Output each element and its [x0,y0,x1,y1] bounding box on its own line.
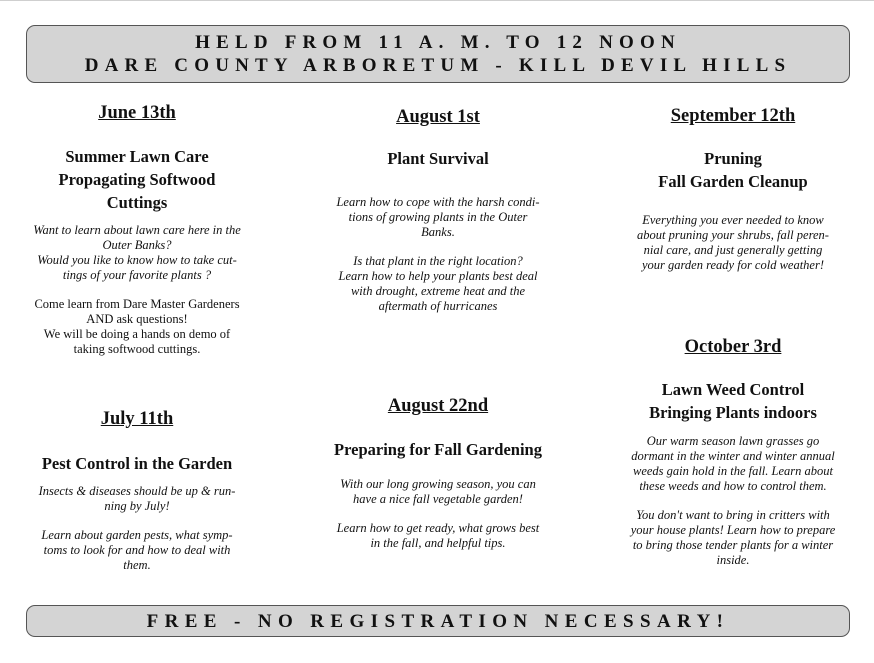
footer-banner [26,605,850,637]
description-line: in the fall, and helpful tips. [370,536,506,550]
session-date: September 12th [670,106,796,126]
session-topic: Bringing Plants indoors [649,403,817,422]
session-topic: Lawn Weed Control [661,380,805,399]
description-line: these weeds and how to control them. [639,479,827,493]
description-line: Banks. [421,225,455,239]
description-line: weeds gain hold in the fall. Learn about [633,464,833,478]
session-topic: Cuttings [106,193,168,212]
description-line: AND ask questions! [86,312,188,326]
session-topic: Summer Lawn Care [65,147,209,166]
description-line: toms to look for and how to deal with [43,543,231,557]
session-date: July 11th [100,409,174,429]
session-august-1 [310,106,566,314]
session-june-13 [14,102,260,357]
description-line: them. [123,558,151,572]
description-line: Insects & diseases should be up & run- [38,484,236,498]
top-rule [0,0,874,1]
description-line: with drought, extreme heat and the [350,284,526,298]
footer-text: FREE - NO REGISTRATION NECESSARY! [146,611,730,632]
description-line: your house plants! Learn how to prepare [630,523,836,537]
description-line: nial care, and just generally getting [643,243,823,257]
description-line: Want to learn about lawn care here in the [33,223,241,237]
session-topic: Pruning [704,149,762,168]
description-line: Come learn from Dare Master Gardeners [34,297,240,311]
description-line: have a nice fall vegetable garden! [353,492,523,506]
description-line: You don't want to bring in critters with [636,508,830,522]
session-october-3 [605,336,861,568]
description-line: aftermath of hurricanes [378,299,498,313]
description-line: dormant in the winter and winter annual [631,449,835,463]
description-line: tings of your favorite plants ? [62,268,212,282]
description-line: about pruning your shrubs, fall peren- [637,228,829,242]
session-september-12 [605,105,861,273]
session-topic: Propagating Softwood [58,170,216,189]
session-date: August 22nd [387,396,489,416]
session-topic: Preparing for Fall Gardening [334,440,542,459]
description-line: Learn how to help your plants best deal [338,269,538,283]
session-topic: Fall Garden Cleanup [658,172,808,191]
description-line: We will be doing a hands on demo of [43,327,231,341]
description-line: taking softwood cuttings. [73,342,201,356]
header-time: HELD FROM 11 A. M. TO 12 NOON [195,32,681,53]
description-line: Learn how to get ready, what grows best [336,521,540,535]
description-line: to bring those tender plants for a winter [632,538,834,552]
description-line: Learn about garden pests, what symp- [41,528,233,542]
session-august-22 [310,395,566,551]
session-topic: Plant Survival [387,149,489,168]
description-line: inside. [716,553,750,567]
description-line: Learn how to cope with the harsh condi- [336,195,540,209]
session-date: August 1st [396,107,480,127]
description-line: Outer Banks? [102,238,172,252]
description-line: With our long growing season, you can [340,477,536,491]
session-date: June 13th [98,103,176,123]
description-line: Would you like to know how to take cut- [37,253,237,267]
description-line: your garden ready for cold weather! [641,258,825,272]
description-line: ning by July! [104,499,170,513]
description-line: Our warm season lawn grasses go [646,434,820,448]
session-topic: Pest Control in the Garden [41,454,233,473]
session-date: October 3rd [684,337,782,357]
header-banner [26,25,850,83]
description-line: tions of growing plants in the Outer [348,210,528,224]
header-location: DARE COUNTY ARBORETUM - KILL DEVIL HILLS [84,55,792,76]
description-line: Everything you ever needed to know [642,213,824,227]
session-july-11 [14,408,260,573]
description-line: Is that plant in the right location? [353,254,523,268]
